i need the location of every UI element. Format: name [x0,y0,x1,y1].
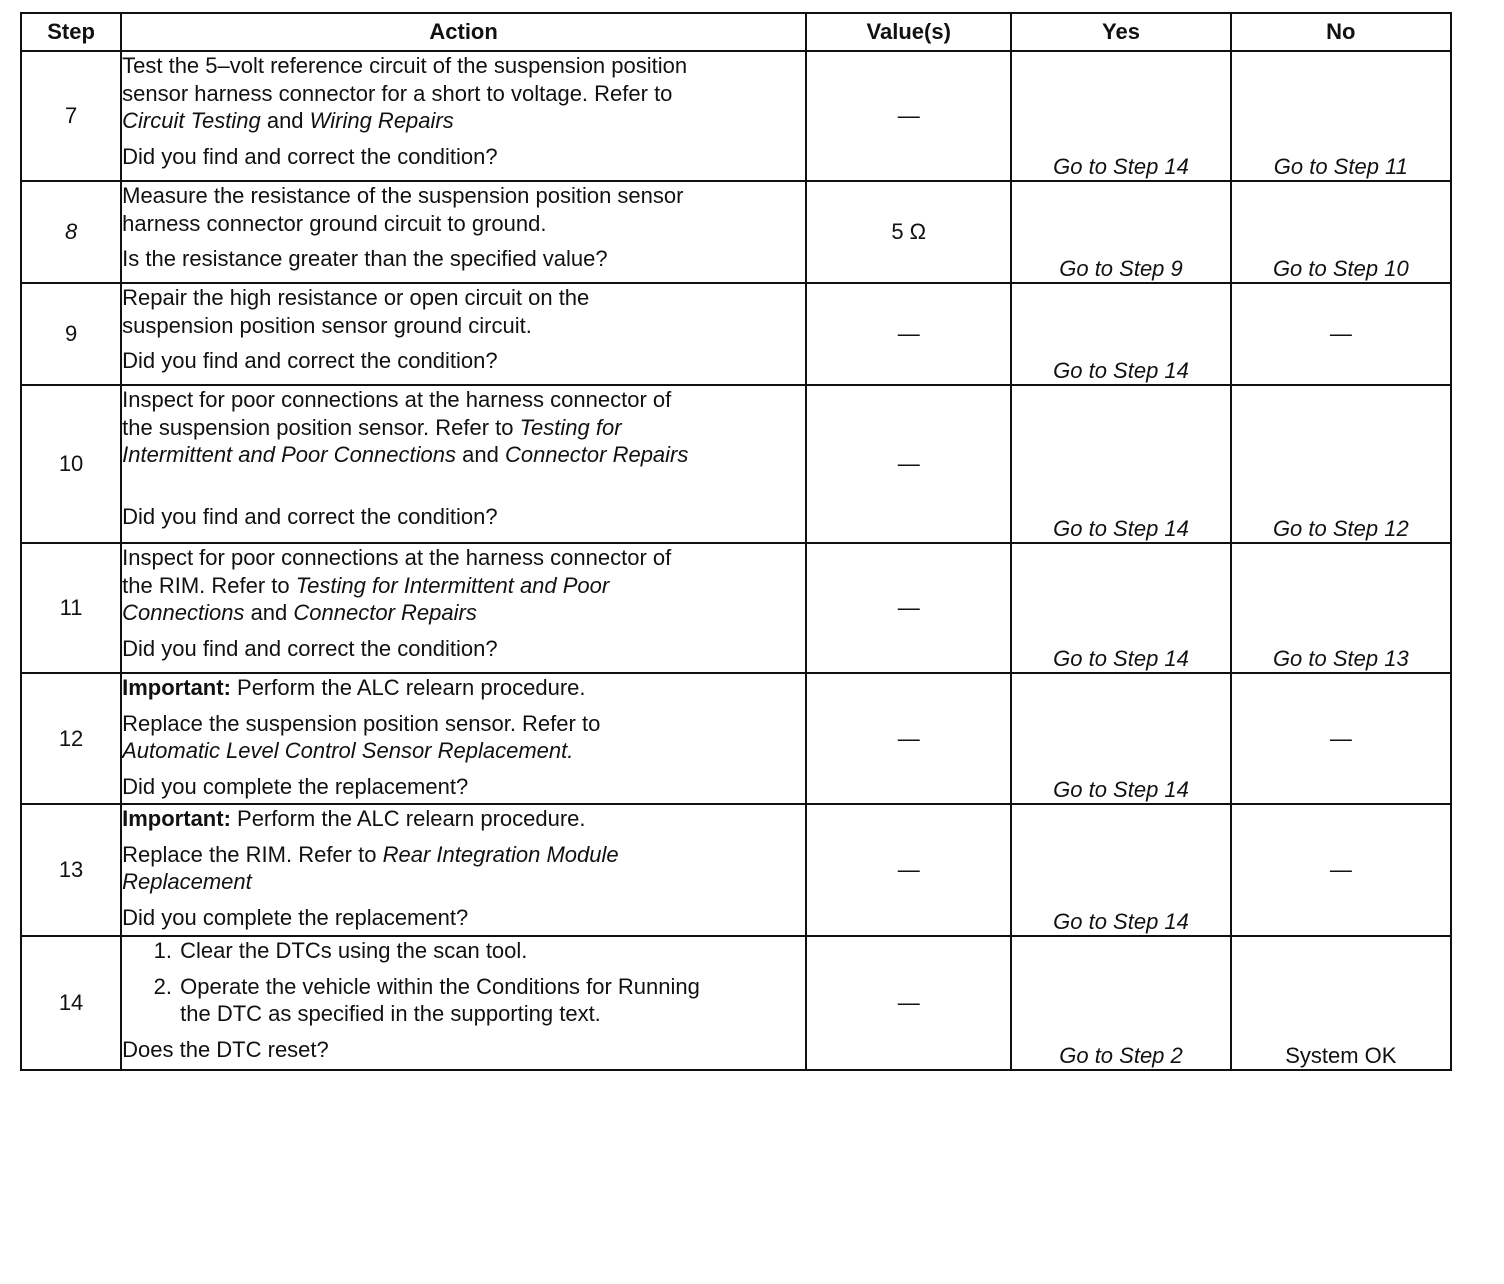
procedure-list [122,937,805,1028]
no-result: — [1231,283,1451,385]
action-text: and [266,108,304,133]
table-row [21,385,1451,543]
reference-link[interactable]: Testing for [519,414,622,440]
value-cell: — [806,385,1011,543]
table-row [21,804,1451,936]
action-cell [121,936,806,1070]
action-text: the RIM. Refer to [122,572,290,598]
header-yes: Yes [1011,13,1230,51]
step-number: 13 [21,804,121,936]
header-step: Step [21,13,121,51]
action-reference-line [122,441,805,469]
table-row [21,936,1451,1070]
action-text: suspension position sensor ground circuit. [122,312,532,338]
no-result: Go to Step 12 [1231,385,1451,543]
reference-link[interactable]: Connector Repairs [293,600,477,625]
important-note [122,674,805,702]
action-question: Does the DTC reset? [122,1036,329,1062]
value-cell: — [806,804,1011,936]
list-item-text: the DTC as specified in the supporting text. [180,1001,601,1026]
table-row [21,543,1451,673]
step-number: 10 [21,385,121,543]
no-result: Go to Step 10 [1231,181,1451,283]
no-result: Go to Step 13 [1231,543,1451,673]
reference-link[interactable]: Connector Repairs [504,442,689,467]
reference-link[interactable]: Wiring Repairs [309,108,454,133]
reference-link[interactable]: Testing for Intermittent and Poor [295,572,610,598]
action-question: Did you complete the replacement? [122,773,469,799]
action-text: Measure the resistance of the suspension position sensor [122,183,684,208]
action-reference-line [122,599,805,627]
action-cell [121,543,806,673]
table-row [21,181,1451,283]
action-text: the suspension position sensor. Refer to [122,414,514,440]
value-cell: — [806,51,1011,181]
value-cell: — [806,283,1011,385]
action-text: Inspect for poor connections at the harness connector of [122,387,672,412]
reference-link[interactable]: Circuit Testing [122,108,261,133]
action-cell [121,283,806,385]
important-text: Perform the ALC relearn procedure. [237,806,586,831]
action-reference-line [122,414,805,442]
yes-result: Go to Step 2 [1011,936,1230,1070]
header-action: Action [121,13,806,51]
yes-result: Go to Step 9 [1011,181,1230,283]
header-value: Value(s) [806,13,1011,51]
action-question: Did you find and correct the condition? [122,143,498,169]
action-cell [121,385,806,543]
action-question: Did you complete the replacement? [122,904,469,930]
header-no: No [1231,13,1451,51]
value-cell: 5 Ω [806,181,1011,283]
step-number: 8 [21,181,121,283]
step-number: 12 [21,673,121,804]
no-result: — [1231,673,1451,804]
action-text: harness connector ground circuit to ground. [122,210,547,236]
step-number: 14 [21,936,121,1070]
value-cell: — [806,673,1011,804]
step-number: 11 [21,543,121,673]
action-cell [121,181,806,283]
table-row [21,51,1451,181]
table-row [21,283,1451,385]
action-reference-line [122,841,805,869]
yes-result: Go to Step 14 [1011,385,1230,543]
action-question: Did you find and correct the condition? [122,635,498,661]
reference-link[interactable]: Intermittent and Poor Connections [122,442,456,467]
header-row [21,13,1451,51]
list-item-text: 2. Operate the vehicle within the Conditions for Running [180,973,700,999]
yes-result: Go to Step 14 [1011,673,1230,804]
list-item [178,937,805,965]
action-question: Did you find and correct the condition? [122,348,498,373]
action-text: Repair the high resistance or open circuit on the [122,285,590,310]
action-reference-line [122,572,805,600]
action-cell [121,673,806,804]
diagnostic-table [20,12,1452,1071]
reference-link[interactable]: Rear Integration Module [382,841,619,867]
yes-result: Go to Step 14 [1011,543,1230,673]
list-item-text: Clear the DTCs using the scan tool. [180,938,528,963]
step-number: 7 [21,51,121,181]
yes-result: Go to Step 14 [1011,283,1230,385]
action-text: Test the 5–volt reference circuit of the suspension position [122,53,688,78]
list-item [178,973,805,1028]
table-row [21,673,1451,804]
important-label: Important: [122,675,231,700]
action-question: Is the resistance greater than the specified value? [122,246,608,271]
action-question: Did you find and correct the condition? [122,503,498,529]
yes-result: Go to Step 14 [1011,804,1230,936]
no-result: Go to Step 11 [1231,51,1451,181]
reference-link[interactable]: Replacement [122,869,252,894]
important-label: Important: [122,806,231,831]
important-text: Perform the ALC relearn procedure. [237,675,586,700]
action-cell [121,51,806,181]
reference-link[interactable]: Connections [122,600,245,625]
action-text: Inspect for poor connections at the harness connector of [122,545,672,570]
action-text: and [462,442,499,467]
action-text: and [250,600,288,625]
action-cell [121,804,806,936]
value-cell: — [806,543,1011,673]
no-result: — [1231,804,1451,936]
step-number: 9 [21,283,121,385]
action-text: sensor harness connector for a short to voltage. Refer to [122,80,673,106]
yes-result: Go to Step 14 [1011,51,1230,181]
no-result: System OK [1231,936,1451,1070]
reference-link[interactable]: Automatic Level Control Sensor Replacement. [122,738,574,763]
action-text: Replace the suspension position sensor. Refer to [122,710,601,736]
value-cell: — [806,936,1011,1070]
action-text: Replace the RIM. Refer to [122,841,377,867]
important-note [122,805,805,833]
action-reference-line [122,107,805,135]
